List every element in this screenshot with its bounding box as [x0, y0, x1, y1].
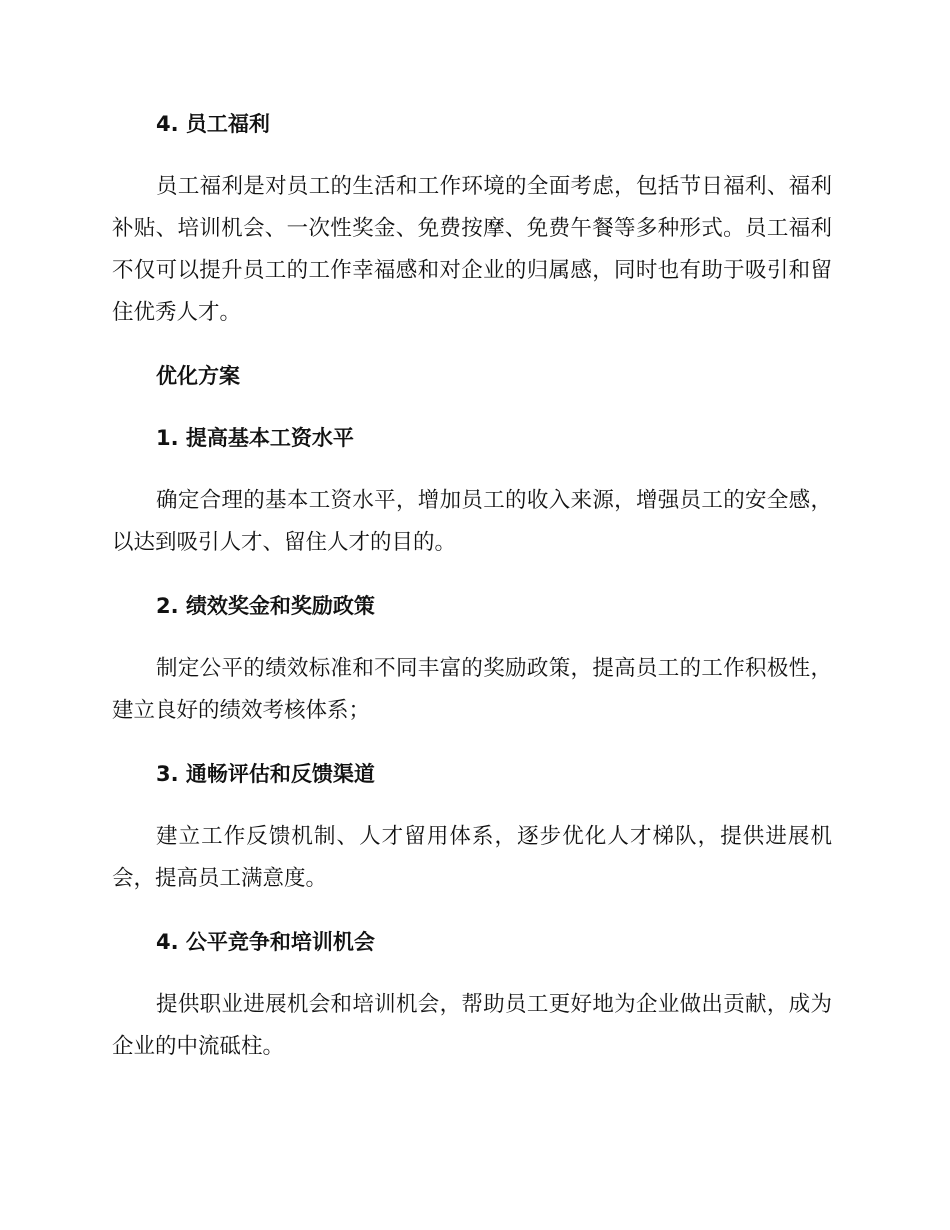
section-heading-employee-benefits: 4. 员工福利 — [156, 112, 270, 136]
section-heading-fair-competition-training: 4. 公平竞争和培训机会 — [156, 930, 375, 954]
paragraph-performance-bonus: 制定公平的绩效标准和不同丰富的奖励政策，提高员工的工作积极性，建立良好的绩效考核体系； — [112, 656, 832, 723]
paragraph-feedback-channels: 建立工作反馈机制、人才留用体系，逐步优化人才梯队，提供进展机会，提高员工满意度。 — [112, 824, 832, 891]
section-heading-optimization-plan: 优化方案 — [156, 364, 240, 388]
section-heading-performance-bonus: 2. 绩效奖金和奖励政策 — [156, 594, 375, 618]
paragraph-base-salary: 确定合理的基本工资水平，增加员工的收入来源，增强员工的安全感，以达到吸引人才、留住人才的目的。 — [112, 488, 832, 555]
document-content — [112, 104, 832, 1090]
paragraph-employee-benefits: 员工福利是对员工的生活和工作环境的全面考虑，包括节日福利、福利补贴、培训机会、一次性奖金、免费按摩、免费午餐等多种形式。员工福利不仅可以提升员工的工作幸福感和对企业的归属感，同时也有助于吸引和留住优秀人才。 — [112, 174, 832, 325]
section-heading-base-salary: 1. 提高基本工资水平 — [156, 426, 354, 450]
paragraph-fair-competition-training: 提供职业进展机会和培训机会，帮助员工更好地为企业做出贡献，成为企业的中流砥柱。 — [112, 992, 832, 1059]
section-heading-feedback-channels: 3. 通畅评估和反馈渠道 — [156, 762, 375, 786]
